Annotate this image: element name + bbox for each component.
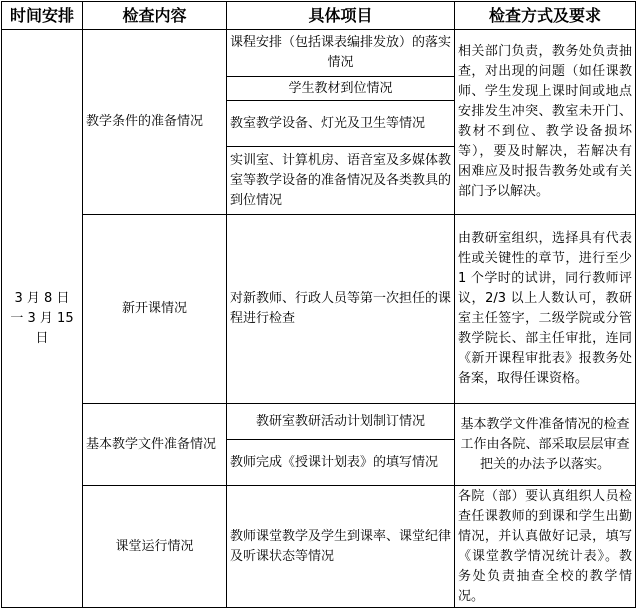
time-cell [2, 30, 83, 608]
table-row [2, 404, 636, 440]
item-cell: 对新教师、行政人员等第一次担任的课程进行检查 [227, 215, 455, 404]
inspection-schedule-table [1, 1, 636, 608]
table-row [2, 486, 636, 608]
method-cell: 各院（部）要认真组织人员检查任课教师的到课和学生出勤情况，并认真做好记录，填写《课堂教学情况统计表》。教务处负责抽查全校的教学情况。 [455, 486, 636, 608]
method-cell: 基本教学文件准备情况的检查工作由各院、部采取层层审查把关的办法予以落实。 [455, 404, 636, 486]
section-content-cell: 教学条件的准备情况 [83, 30, 227, 215]
item-cell: 学生教材到位情况 [227, 77, 455, 101]
item-cell: 课程安排（包括课表编排发放）的落实情况 [227, 30, 455, 77]
method-cell: 由教研室组织，选择具有代表性或关键性的章节，进行至少 1 个学时的试讲，同行教师评议，2/3 以上人数认可，教研室主任签字，二级学院或分管教学院长、部主任审批，连同《新开课程审批表》报教务处备案，取得任课资格。 [455, 215, 636, 404]
header-method: 检查方式及要求 [455, 2, 636, 30]
item-cell: 教师完成《授课计划表》的填写情况 [227, 440, 455, 486]
header-row [2, 2, 636, 30]
item-cell: 实训室、计算机房、语音室及多媒体教室等教学设备的准备情况及各类教具的到位情况 [227, 147, 455, 215]
header-time: 时间安排 [2, 2, 83, 30]
table-row [2, 215, 636, 404]
item-cell: 教师课堂教学及学生到课率、课堂纪律及听课状态等情况 [227, 486, 455, 608]
header-content: 检查内容 [83, 2, 227, 30]
table-row [2, 30, 636, 77]
item-cell: 教室教学设备、灯光及卫生等情况 [227, 101, 455, 147]
section-content-cell: 课堂运行情况 [83, 486, 227, 608]
header-items: 具体项目 [227, 2, 455, 30]
method-cell: 相关部门负责，教务处负责抽查，对出现的问题（如任课教师、学生发现上课时间或地点安排发生冲突、教室未开门、教材不到位、教学设备损坏等），要及时解决，若解决有困难应及时报告教务处或有关部门予以解决。 [455, 30, 636, 215]
time-text: 3 月 8 日一 3 月 15 日 [10, 290, 74, 346]
section-content-cell: 基本教学文件准备情况 [83, 404, 227, 486]
item-cell: 教研室教研活动计划制订情况 [227, 404, 455, 440]
section-content-cell: 新开课情况 [83, 215, 227, 404]
